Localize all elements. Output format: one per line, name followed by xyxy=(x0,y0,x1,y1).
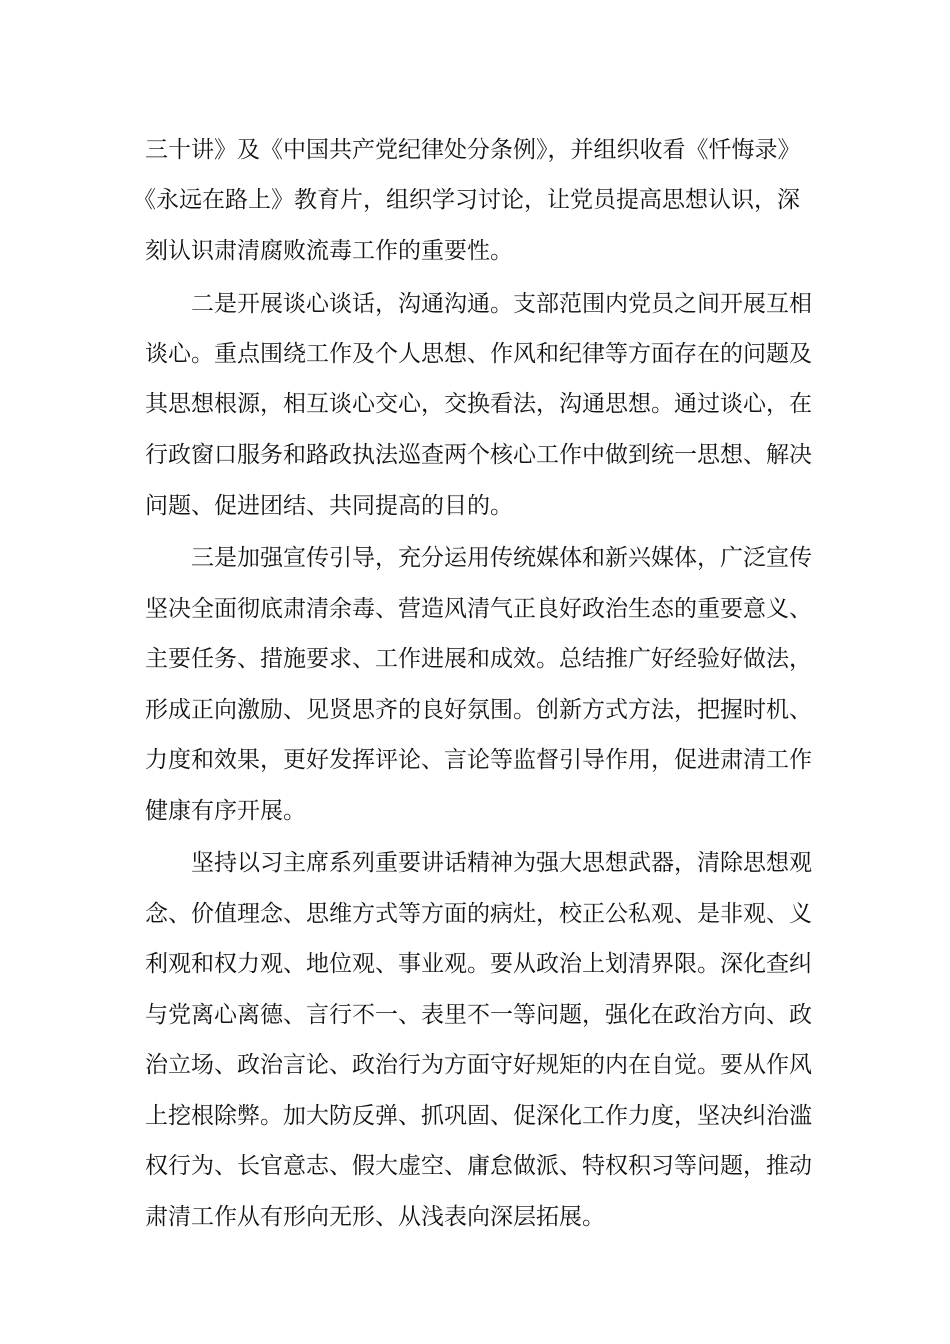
text-line: 刻认识肃清腐败流毒工作的重要性。 xyxy=(145,238,513,264)
text-line: 念、价值理念、思维方式等方面的病灶，校正公私观、是非观、义 xyxy=(145,901,812,927)
paragraph-first-line: 三是加强宣传引导，充分运用传统媒体和新兴媒体，广泛宣传 xyxy=(191,545,812,571)
text-line: 三十讲》及《中国共产党纪律处分条例》，并组织收看《忏悔录》 xyxy=(145,137,801,163)
paragraph-first-line: 坚持以习主席系列重要讲话精神为强大思想武器，清除思想观 xyxy=(191,850,812,876)
text-line: 肃清工作从有形向无形、从浅表向深层拓展。 xyxy=(145,1204,605,1230)
text-line: 上挖根除弊。加大防反弹、抓巩固、促深化工作力度，坚决纠治滥 xyxy=(145,1103,812,1129)
text-line: 《永远在路上》教育片，组织学习讨论，让党员提高思想认识，深 xyxy=(133,187,800,213)
text-line: 治立场、政治言论、政治行为方面守好规矩的内在自觉。要从作风 xyxy=(145,1052,812,1078)
text-line: 力度和效果，更好发挥评论、言论等监督引导作用，促进肃清工作 xyxy=(145,747,812,773)
text-line: 与党离心离德、言行不一、表里不一等问题，强化在政治方向、政 xyxy=(145,1002,812,1028)
text-line: 健康有序开展。 xyxy=(145,798,306,824)
text-line: 形成正向激励、见贤思齐的良好氛围。创新方式方法，把握时机、 xyxy=(145,697,812,723)
text-line: 主要任务、措施要求、工作进展和成效。总结推广好经验好做法， xyxy=(145,646,812,672)
text-line: 行政窗口服务和路政执法巡查两个核心工作中做到统一思想、解决 xyxy=(145,442,812,468)
text-line: 问题、促进团结、共同提高的目的。 xyxy=(145,493,513,519)
text-line: 谈心。重点围绕工作及个人思想、作风和纪律等方面存在的问题及 xyxy=(145,341,812,367)
text-line: 其思想根源，相互谈心交心，交换看法，沟通思想。通过谈心，在 xyxy=(145,391,812,417)
text-line: 坚决全面彻底肃清余毒、营造风清气正良好政治生态的重要意义、 xyxy=(145,596,812,622)
paragraph-first-line: 二是开展谈心谈话，沟通沟通。支部范围内党员之间开展互相 xyxy=(191,291,812,317)
text-line: 利观和权力观、地位观、事业观。要从政治上划清界限。深化查纠 xyxy=(145,951,812,977)
text-line: 权行为、长官意志、假大虚空、庸怠做派、特权积习等问题，推动 xyxy=(145,1153,812,1179)
